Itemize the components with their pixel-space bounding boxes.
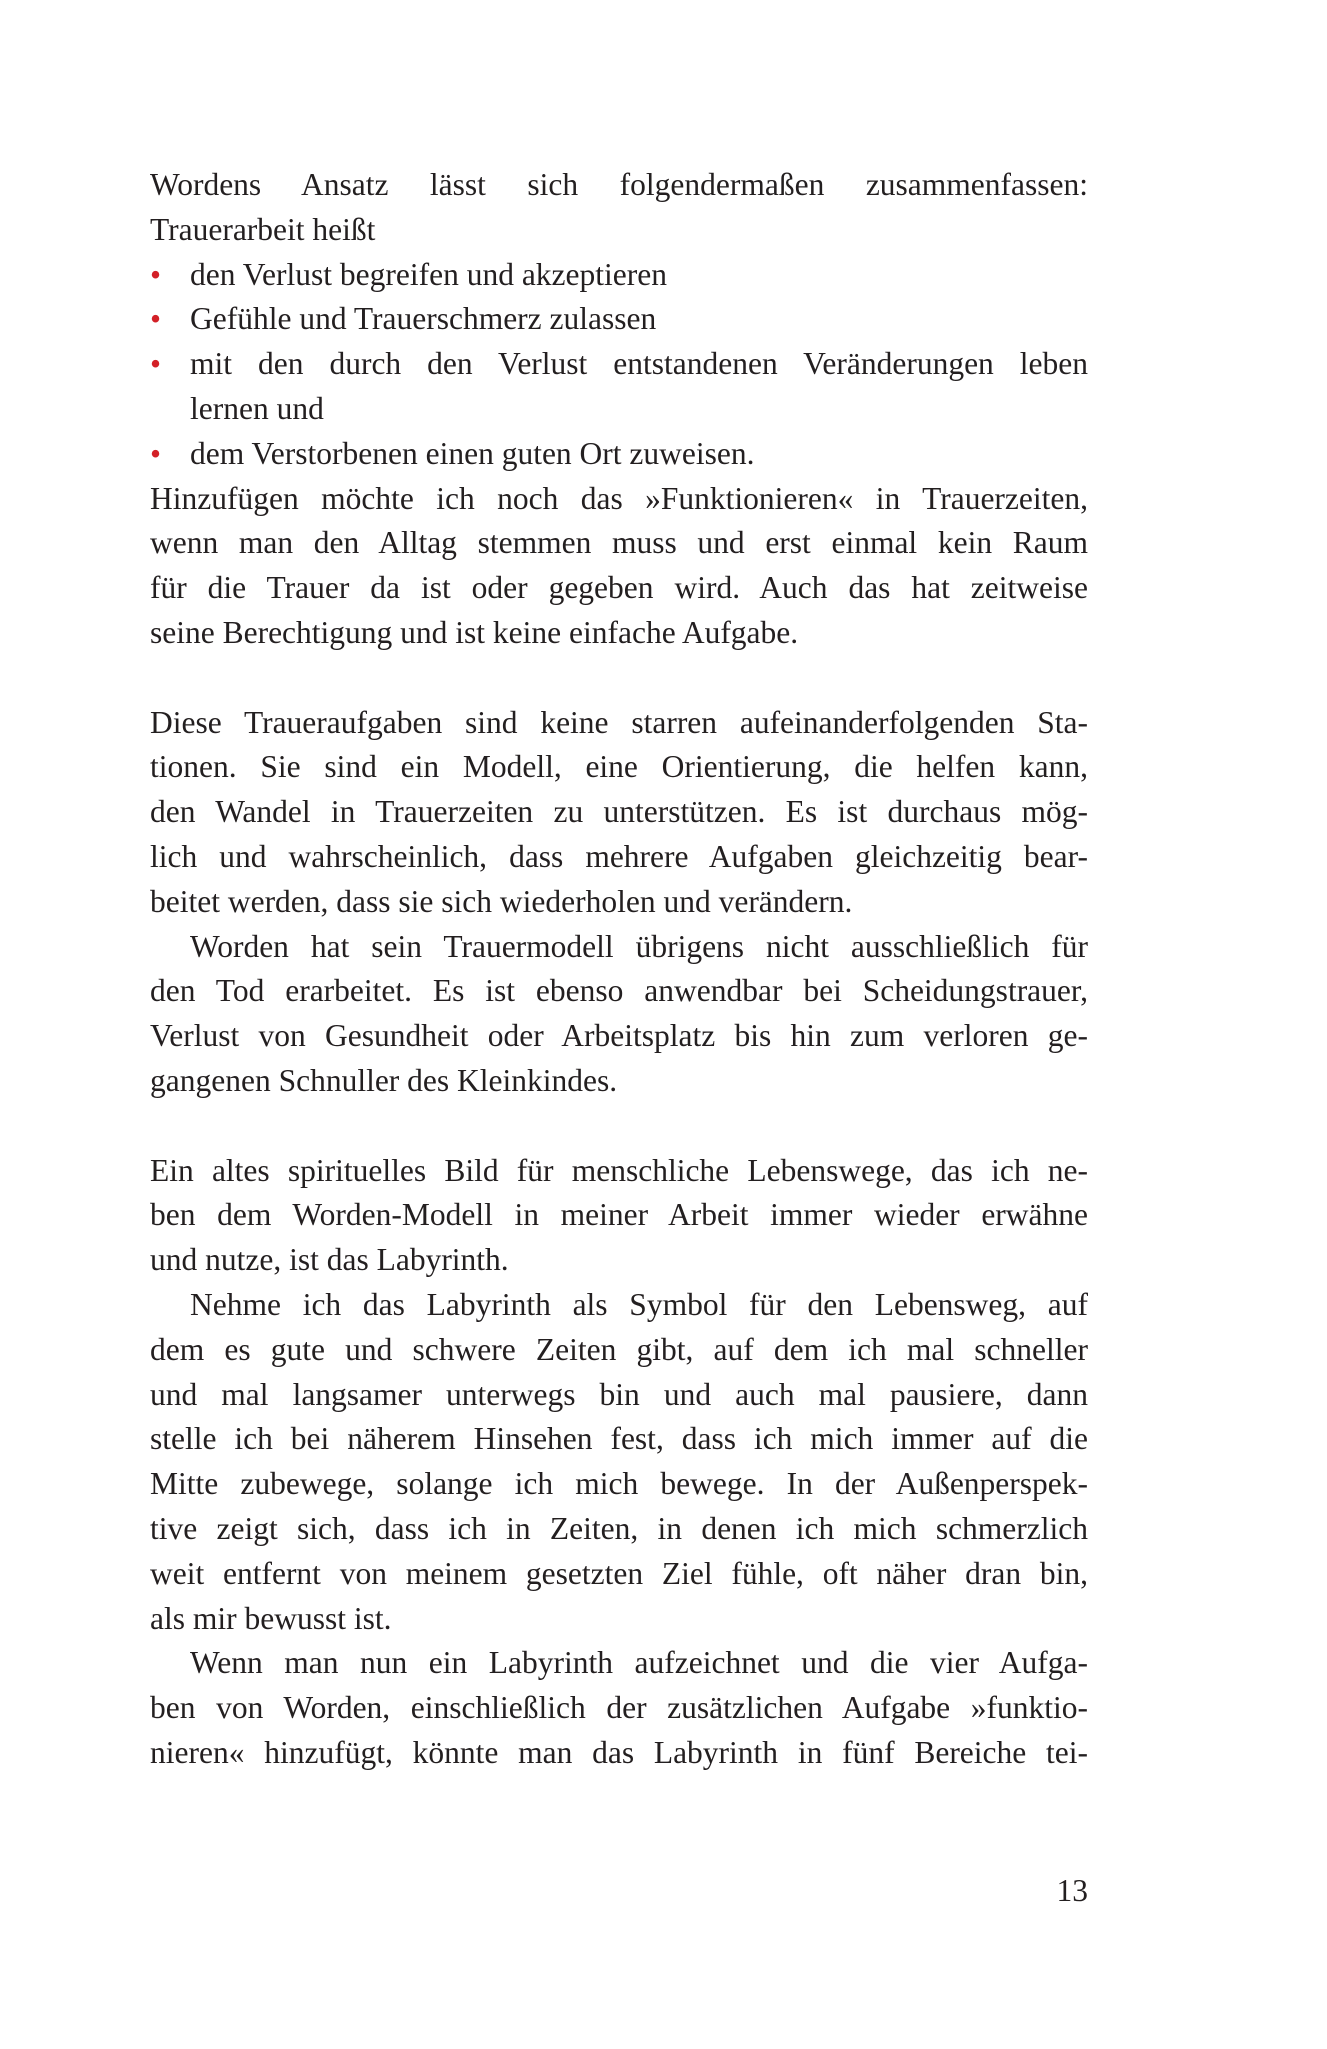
list-item <box>150 432 1088 477</box>
bullet-icon: • <box>150 346 162 382</box>
paragraph-gap <box>150 656 1088 701</box>
list-item-text: den Verlust begreifen und akzeptieren <box>190 256 667 292</box>
text-line: Trauerarbeit heißt <box>150 211 376 247</box>
text-line: tive zeigt sich, dass ich in Zeiten, in denen ich mich schmerzlich <box>150 1510 1088 1546</box>
text-line: als mir bewusst ist. <box>150 1600 392 1636</box>
bullet-list <box>150 253 1088 477</box>
text-line: den Tod erarbeitet. Es ist ebenso anwendbar bei Scheidungstrauer, <box>150 973 1088 1009</box>
text-line: Wordens Ansatz lässt sich folgendermaßen zusammenfassen: <box>150 167 1088 202</box>
paragraph-gap <box>150 1104 1088 1149</box>
list-item-text: Gefühle und Trauerschmerz zulassen <box>190 301 657 337</box>
text-line: beitet werden, dass sie sich wiederholen und verändern. <box>150 883 853 919</box>
text-line: dem es gute und schwere Zeiten gibt, auf dem ich mal schneller <box>150 1331 1088 1367</box>
text-line: Wenn man nun ein Labyrinth aufzeichnet und die vier Aufga- <box>190 1645 1088 1681</box>
text-line: Verlust von Gesundheit oder Arbeitsplatz bis hin zum verloren ge- <box>150 1018 1088 1054</box>
text-line: und mal langsamer unterwegs bin und auch mal pausiere, dann <box>150 1376 1088 1412</box>
list-item-text: mit den durch den Verlust entstandenen Veränderungen leben <box>190 346 1088 382</box>
bullet-icon: • <box>150 256 162 292</box>
text-line: den Wandel in Trauerzeiten zu unterstützen. Es ist durchaus mög- <box>150 794 1088 830</box>
text-line: seine Berechtigung und ist keine einfache Aufgabe. <box>150 614 799 650</box>
page-number: 13 <box>1056 1873 1088 1908</box>
text-line: Ein altes spirituelles Bild für menschliche Lebenswege, das ich ne- <box>150 1152 1088 1188</box>
bullet-icon: • <box>150 435 162 471</box>
text-line: Worden hat sein Trauermodell übrigens nicht ausschließlich für <box>190 928 1088 964</box>
text-line: nieren« hinzufügt, könnte man das Labyrinth in fünf Bereiche tei- <box>150 1734 1088 1770</box>
paragraph <box>150 1283 1088 1641</box>
text-line: weit entfernt von meinem gesetzten Ziel fühle, oft näher dran bin, <box>150 1555 1088 1591</box>
text-line: wenn man den Alltag stemmen muss und erst einmal kein Raum <box>150 525 1088 561</box>
list-item-text: dem Verstorbenen einen guten Ort zuweisen. <box>190 435 755 471</box>
list-item <box>150 342 1088 432</box>
text-line: ben von Worden, einschließlich der zusätzlichen Aufgabe »funktio- <box>150 1690 1088 1726</box>
list-item-text: lernen und <box>190 390 324 426</box>
paragraph <box>150 925 1088 1104</box>
text-line: tionen. Sie sind ein Modell, eine Orientierung, die helfen kann, <box>150 749 1088 785</box>
text-line: lich und wahrscheinlich, dass mehrere Aufgaben gleichzeitig bear- <box>150 838 1088 874</box>
list-item <box>150 297 1088 342</box>
text-line: Nehme ich das Labyrinth als Symbol für den Lebensweg, auf <box>190 1286 1088 1322</box>
paragraph <box>150 477 1088 656</box>
body-text <box>150 163 1088 1776</box>
paragraph <box>150 1641 1088 1775</box>
text-line: Hinzufügen möchte ich noch das »Funktionieren« in Trauerzeiten, <box>150 480 1088 516</box>
text-line: gangenen Schnuller des Kleinkindes. <box>150 1062 618 1098</box>
text-line: ben dem Worden-Modell in meiner Arbeit immer wieder erwähne <box>150 1197 1088 1233</box>
paragraph <box>150 1149 1088 1283</box>
list-item <box>150 253 1088 298</box>
paragraph <box>150 701 1088 925</box>
text-line: und nutze, ist das Labyrinth. <box>150 1242 509 1278</box>
text-line: Mitte zubewege, solange ich mich bewege. In der Außenperspek- <box>150 1466 1088 1502</box>
text-line: für die Trauer da ist oder gegeben wird. Auch das hat zeitweise <box>150 570 1088 606</box>
text-line: Diese Traueraufgaben sind keine starren aufeinanderfolgenden Sta- <box>150 704 1088 740</box>
text-line: stelle ich bei näherem Hinsehen fest, dass ich mich immer auf die <box>150 1421 1088 1457</box>
bullet-icon: • <box>150 301 162 337</box>
